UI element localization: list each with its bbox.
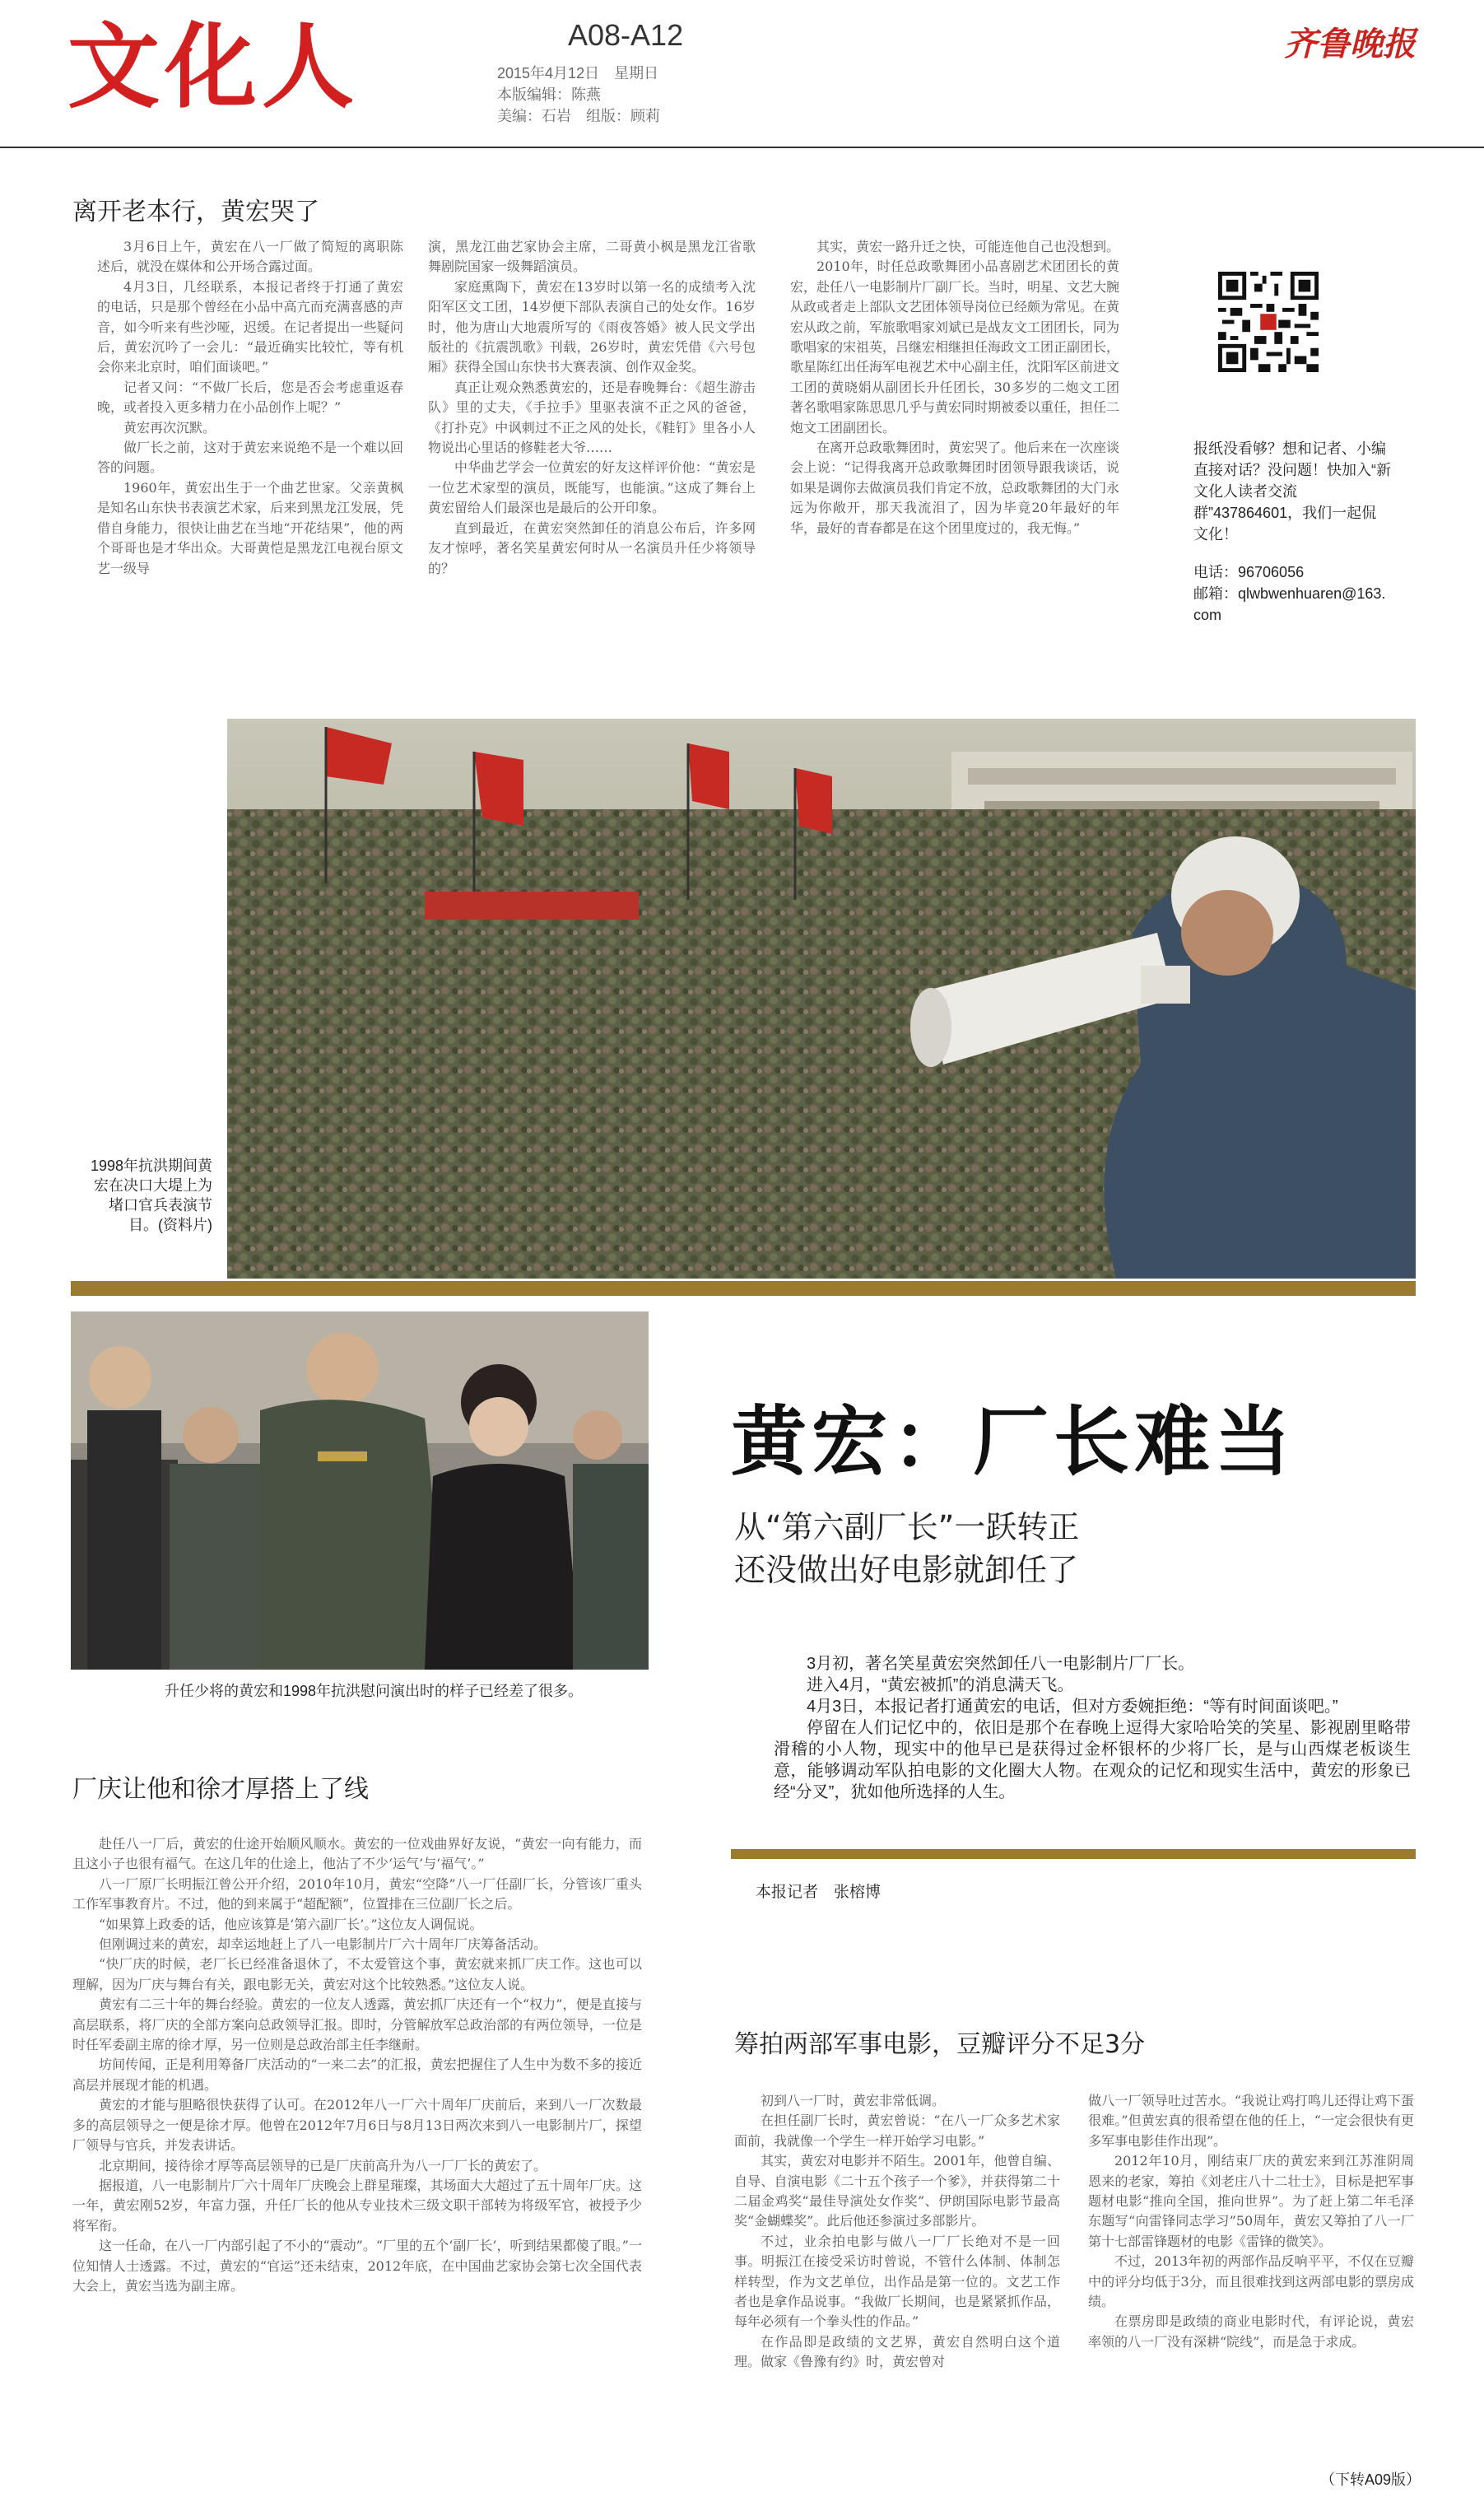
paragraph: 其实，黄宏一路升迁之快，可能连他自己也没想到。 bbox=[816, 239, 1120, 254]
paragraph: 直到最近，在黄宏突然卸任的消息公布后，许多网友才惊呼，著名笑星黄宏何时从一名演员升任少将领导的？ bbox=[428, 519, 756, 576]
paragraph: 北京期间，接待徐才厚等高层领导的已是厂庆前高升为八一厂厂长的黄宏了。 bbox=[99, 2157, 547, 2173]
qr-code-icon bbox=[1218, 272, 1319, 372]
paragraph: 3月6日上午，黄宏在八一厂做了简短的离职陈述后，就没在媒体和公开场合露过面。 bbox=[97, 239, 403, 275]
paragraph: 演，黑龙江曲艺家协会主席，二哥黄小枫是黑龙江省歌舞剧院国家一级舞蹈演员。 bbox=[428, 239, 756, 275]
lead-paragraph: 进入4月，“黄宏被抓”的消息满天飞。 bbox=[807, 1676, 1074, 1694]
paragraph: 2010年，时任总政歌舞团小品喜剧艺术团团长的黄宏，赴任八一电影制片厂副厂长。当时，明星、文艺大腕从政或者走上部队文艺团体领导岗位已经颇为常见。在黄宏从政之前，军旅歌唱家刘斌已是战友文工团团长，同为歌唱家的宋祖英，吕继宏相继担任海政文工团正副团长，歌星陈红出任海军电视艺术中心副主任，沈阳军区前进文工团的黄晓娟从副团长升任团长，30多岁的二炮文工团著名歌唱家陈思思几乎与黄宏同时期被委以重任，担任二炮文工团副团长。 bbox=[790, 259, 1120, 436]
feature-lead bbox=[774, 1653, 1411, 1803]
paragraph: 赴任八一厂后，黄宏的仕途开始顺风顺水。黄宏的一位戏曲界好友说，“黄宏一向有能力，而且这小子也很有福气。在这几年的仕途上，他沾了不少‘运气’与‘福气’。” bbox=[72, 1836, 642, 1872]
masthead-meta bbox=[497, 63, 660, 127]
paragraph: 记者又问：“不做厂长后，您是否会考虑重返春晚，或者投入更多精力在小品创作上呢？” bbox=[97, 379, 403, 416]
article1-column-2 bbox=[428, 237, 756, 579]
article1-column-3 bbox=[790, 237, 1119, 538]
article1-column-1 bbox=[97, 237, 403, 579]
article2-heading: 厂庆让他和徐才厚搭上了线 bbox=[72, 1775, 369, 1804]
article3-column-2 bbox=[1088, 2091, 1414, 2352]
paragraph: 不过，2013年初的两部作品反响平平，不仅在豆瓣中的评分均低于3分，而且很难找到这两部电影的票房成绩。 bbox=[1088, 2253, 1414, 2310]
phone-number: 电话：96706056 bbox=[1193, 564, 1305, 580]
article3-column-1 bbox=[734, 2091, 1060, 2373]
paragraph: 黄宏有二三十年的舞台经验。黄宏的一位友人透露，黄宏抓厂庆还有一个“权力”，便是直接与高层联系，将厂庆的全部方案向总政领导汇报。即时，分管解放军总政治部的有两位领导，一位是时任军委副主席的徐才厚，另一位则是总政治部主任李继耐。 bbox=[72, 1996, 642, 2053]
paragraph: 八一厂原厂长明振江曾公开介绍，2010年10月，黄宏“空降”八一厂任副厂长，分管该厂重头工作军事教育片。不过，他的到来属于“超配额”，位置排在三位副厂长之后。 bbox=[72, 1875, 642, 1912]
paragraph: 在离开总政歌舞团时，黄宏哭了。他后来在一次座谈会上说：“记得我离开总政歌舞团时团领导跟我谈话，说如果是调你去做演员我们肯定不放，总政歌舞团的大门永远为你敞开，那天我流泪了，因为毕竟20年最好的年华，最好的青春都是在这个团里度过的，我无悔。” bbox=[790, 440, 1120, 536]
page-range: A08-A12 bbox=[568, 18, 684, 52]
paragraph: 不过，业余拍电影与做八一厂厂长绝对不是一回事。明振江在接受采访时曾说，不管什么体制、体制怎样转型，作为文艺单位，出作品是第一位的。文艺工作者也是拿作品说事。“我做厂长期间，也是紧紧抓作品，每年必须有一个拳头性的作品。” bbox=[734, 2233, 1060, 2330]
continued-on: （下转A09版） bbox=[1320, 2471, 1421, 2488]
editor-credit: 本版编辑：陈燕 bbox=[497, 86, 601, 103]
paragraph: 家庭熏陶下，黄宏在13岁时以第一名的成绩考入沈阳军区文工团，14岁便下部队表演自己的处女作。16岁时，他为唐山大地震所写的《雨夜答婚》被人民文学出版社的《抗震凯歌》刊载，26岁时，黄宏凭借《六号包厢》获得全国山东快书大赛表演、创作双金奖。 bbox=[428, 278, 756, 375]
byline: 本报记者 张榕博 bbox=[756, 1884, 882, 1901]
paragraph: 4月3日，几经联系，本报记者终于打通了黄宏的电话，只是那个曾经在小品中高亢而充满喜感的声音，如今听来有些沙哑，迟缓。在记者提出一些疑问后，黄宏沉吟了一会儿：“最近确实比较忙，等有机会你来北京时，咱们面谈吧。” bbox=[97, 278, 403, 375]
paragraph: 初到八一厂时，黄宏非常低调。 bbox=[761, 2093, 946, 2108]
paragraph: 坊间传闻，正是利用筹备厂庆活动的“一来二去”的汇报，黄宏把握住了人生中为数不多的接近高层并展现才能的机遇。 bbox=[72, 2057, 642, 2093]
paragraph: 做八一厂领导吐过苦水。“我说让鸡打鸣儿还得让鸡下蛋很难。”但黄宏真的很希望在他的任上，“一定会很快有更多军事电影佳作出现”。 bbox=[1088, 2093, 1414, 2149]
article3-heading: 筹拍两部军事电影，豆瓣评分不足3分 bbox=[734, 2030, 1146, 2059]
paragraph: 中华曲艺学会一位黄宏的好友这样评价他：“黄宏是一位艺术家型的演员，既能写，也能演。”这成了舞台上黄宏留给人们最深也是最后的公开印象。 bbox=[428, 459, 756, 516]
lead-paragraph: 停留在人们记忆中的，依旧是那个在春晚上逗得大家哈哈笑的笑星、影视剧里略带滑稽的小人物，现实中的他早已是获得过金杯银杯的少将厂长，是与山西煤老板谈生意，能够调动军队拍电影的文化圈大人物。在观众的记忆和现实生活中，黄宏的形象已经“分叉”，犹如他所选择的人生。 bbox=[774, 1719, 1411, 1801]
paragraph: 但刚调过来的黄宏，却幸运地赶上了八一电影制片厂六十周年厂庆筹备活动。 bbox=[99, 1936, 547, 1953]
paragraph: 在担任副厂长时，黄宏曾说：“在八一厂众多艺术家面前，我就像一个学生一样开始学习电影。” bbox=[734, 2113, 1060, 2149]
newspaper-logo: 齐鲁晚报 bbox=[1284, 25, 1416, 63]
reader-group-prompt: 报纸没看够？想和记者、小编直接对话？没问题！快加入“新文化人读者交流群”437864601，我们一起侃文化！ bbox=[1193, 440, 1391, 543]
paragraph: “快厂庆的时候，老厂长已经准备退休了，不太爱管这个事，黄宏就来抓厂庆工作。这也可以理解，因为厂庆与舞台有关，跟电影无关，黄宏对这个比较熟悉。”这位友人说。 bbox=[72, 1956, 642, 1992]
paragraph: 黄宏的才能与胆略很快获得了认可。在2012年八一厂六十周年厂庆前后，来到八一厂次数最多的高层领导之一便是徐才厚。他曾在2012年7月6日与8月13日两次来到八一电影制片厂，探望厂领导与官兵，并发表讲话。 bbox=[72, 2097, 642, 2154]
paragraph: 黄宏再次沉默。 bbox=[123, 419, 216, 436]
feature-title: 黄宏：厂长难当 bbox=[731, 1398, 1296, 1486]
email-address[interactable]: 邮箱：qlwbwenhuaren@163.com bbox=[1193, 585, 1386, 623]
feature-bar bbox=[731, 1849, 1416, 1859]
section-title: 文化人 bbox=[67, 14, 359, 121]
flood-performance-photo bbox=[227, 719, 1416, 1279]
photo2-caption: 升任少将的黄宏和1998年抗洪慰问演出时的样子已经差了很多。 bbox=[165, 1683, 584, 1699]
paragraph: 2012年10月，刚结束厂庆的黄宏来到江苏淮阴周恩来的老家，筹拍《刘老庄八十二壮士》，目标是把军事题材电影“推向全国，推向世界”。为了赶上第二年毛泽东题写“向雷锋同志学习”50周年，黄宏又筹拍了八一厂第十七部雷锋题材的电影《雷锋的微笑》。 bbox=[1088, 2153, 1414, 2249]
section-bar bbox=[71, 1281, 1416, 1296]
lead-paragraph: 4月3日，本报记者打通黄宏的电话，但对方委婉拒绝：“等有时间面谈吧。” bbox=[807, 1698, 1338, 1716]
masthead-rule bbox=[0, 147, 1484, 148]
paragraph: 在作品即是政绩的文艺界，黄宏自然明白这个道理。做家《鲁豫有约》时，黄宏曾对 bbox=[734, 2333, 1060, 2370]
paragraph: 其实，黄宏对电影并不陌生。2001年，他曾自编、自导、自演电影《二十五个孩子一个爹》，并获得第二十二届金鸡奖“最佳导演处女作奖”、伊朗国际电影节最高奖“金蝴蝶奖”。此后他还参演过多部影片。 bbox=[734, 2153, 1060, 2229]
article2-body bbox=[72, 1834, 642, 2296]
issue-date: 2015年4月12日 星期日 bbox=[497, 65, 659, 82]
article1-heading: 离开老本行，黄宏哭了 bbox=[72, 198, 319, 226]
officials-photo bbox=[71, 1311, 649, 1670]
reader-contact bbox=[1193, 438, 1391, 626]
paragraph: 这一任命，在八一厂内部引起了不小的“震动”。“厂里的五个‘副厂长’，听到结果都傻了眼。”一位知情人士透露。不过，黄宏的“官运”还未结束，2012年底，在中国曲艺家协会第七次全国代表大会上，黄宏当选为副主席。 bbox=[72, 2238, 642, 2294]
lead-paragraph: 3月初，著名笑星黄宏突然卸任八一电影制片厂厂长。 bbox=[807, 1655, 1195, 1673]
paragraph: 1960年，黄宏出生于一个曲艺世家。父亲黄枫是知名山东快书表演艺术家，后来到黑龙江发展，凭借自身能力，很快让曲艺在当地“开花结果”，他的两个哥哥也是才华出众。大哥黄恺是黑龙江电视台原文艺一级导 bbox=[97, 479, 403, 576]
feature-subtitle-2: 还没做出好电影就卸任了 bbox=[734, 1552, 1079, 1588]
feature-subtitle-1: 从“第六副厂长”一跃转正 bbox=[734, 1509, 1080, 1545]
paragraph: “如果算上政委的话，他应该算是‘第六副厂长’。”这位友人调侃说。 bbox=[99, 1916, 483, 1932]
paragraph: 真正让观众熟悉黄宏的，还是春晚舞台：《超生游击队》里的丈夫，《手拉手》里驱表演不正之风的爸爸，《打扑克》中讽刺过不正之风的处长，《鞋钉》里各小人物说出心里话的修鞋老大爷…… bbox=[428, 379, 756, 456]
paragraph: 据报道，八一电影制片厂六十周年厂庆晚会上群星璀璨，其场面大大超过了五十周年厂庆。这一年，黄宏刚52岁，年富力强，升任厂长的他从专业技术三级文职干部转为将级军官，被授予少将军衔。 bbox=[72, 2177, 642, 2234]
paragraph: 做厂长之前，这对于黄宏来说绝不是一个难以回答的问题。 bbox=[97, 440, 403, 476]
photo1-caption: 1998年抗洪期间黄宏在决口大堤上为堵口官兵表演节目。(资料片) bbox=[90, 1158, 212, 1233]
paragraph: 在票房即是政绩的商业电影时代，有评论说，黄宏率领的八一厂没有深耕“院线”，而是急于求成。 bbox=[1088, 2313, 1414, 2350]
design-credit: 美编：石岩 组版：顾莉 bbox=[497, 108, 660, 124]
